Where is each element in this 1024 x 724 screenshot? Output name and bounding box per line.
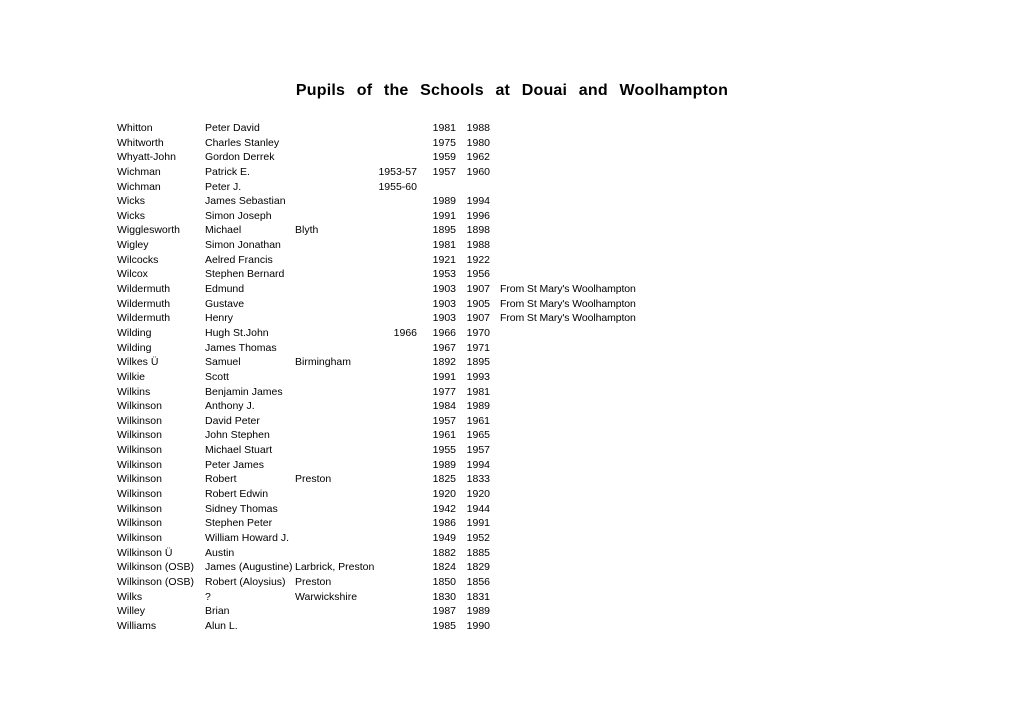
cell-surname: Wicks [117, 209, 145, 222]
cell-forenames: Simon Joseph [205, 209, 272, 222]
table-row [117, 458, 1007, 473]
table-row [117, 297, 1007, 312]
table-row [117, 385, 1007, 400]
cell-from: 1991 [432, 370, 456, 383]
cell-surname: Wilcocks [117, 253, 159, 266]
cell-forenames: Austin [205, 546, 235, 559]
cell-forenames: Anthony J. [205, 400, 255, 413]
cell-surname: Wilkinson [117, 531, 162, 544]
cell-forenames: Charles Stanley [205, 136, 280, 149]
cell-surname: Wilkinson (OSB) [117, 575, 195, 588]
cell-to: 1971 [466, 341, 490, 354]
cell-dates: 1953-57 [378, 165, 417, 178]
cell-forenames: Gustave [205, 297, 245, 310]
cell-surname: Wildermuth [117, 283, 171, 296]
cell-forenames: James (Augustine) [205, 561, 293, 574]
cell-from: 1986 [432, 517, 456, 530]
cell-note: From St Mary's Woolhampton [500, 297, 636, 310]
cell-from: 1903 [432, 283, 456, 296]
cell-surname: Wilkes Ü [117, 356, 159, 369]
cell-to: 1833 [466, 473, 490, 486]
cell-place: Birmingham [295, 356, 352, 369]
cell-note: From St Mary's Woolhampton [500, 312, 636, 325]
cell-from: 1824 [432, 561, 456, 574]
cell-from: 1903 [432, 312, 456, 325]
table-row [117, 546, 1007, 561]
cell-to: 1988 [466, 122, 490, 134]
cell-to: 1952 [466, 531, 490, 544]
cell-from: 1977 [432, 385, 456, 398]
cell-surname: Wilkinson Ü [117, 546, 173, 559]
table-row [117, 575, 1007, 590]
cell-surname: Wilkinson [117, 400, 162, 413]
table-row [117, 121, 1007, 136]
cell-to: 1905 [466, 297, 490, 310]
table-row [117, 165, 1007, 180]
cell-forenames: ? [205, 590, 211, 603]
cell-to: 1922 [466, 253, 490, 266]
cell-forenames: Simon Jonathan [205, 239, 281, 252]
cell-surname: Wilding [117, 341, 152, 354]
cell-to: 1920 [466, 488, 490, 501]
cell-to: 1980 [466, 136, 490, 149]
cell-surname: Wilkinson [117, 458, 162, 471]
cell-from: 1903 [432, 297, 456, 310]
cell-from: 1850 [432, 575, 456, 588]
table-row [117, 326, 1007, 341]
cell-from: 1825 [432, 473, 456, 486]
cell-surname: Wilkinson (OSB) [117, 561, 195, 574]
cell-to: 1981 [466, 385, 490, 398]
table-row [117, 311, 1007, 326]
cell-to: 1960 [466, 165, 490, 178]
cell-to: 1907 [466, 283, 490, 296]
cell-from: 1957 [432, 414, 456, 427]
cell-to: 1970 [466, 326, 490, 339]
cell-from: 1959 [432, 151, 456, 164]
cell-forenames: Gordon Derrek [205, 151, 275, 164]
cell-from: 1975 [432, 136, 456, 149]
cell-to: 1991 [466, 517, 490, 530]
cell-forenames: Samuel [205, 356, 241, 369]
cell-from: 1989 [432, 195, 456, 208]
cell-forenames: Aelred Francis [205, 253, 273, 266]
cell-from: 1953 [432, 268, 456, 281]
cell-surname: Wichman [117, 165, 161, 178]
cell-surname: Wilcox [117, 268, 148, 281]
table-row [117, 282, 1007, 297]
cell-note: From St Mary's Woolhampton [500, 283, 636, 296]
table-row [117, 516, 1007, 531]
cell-from: 1981 [432, 239, 456, 252]
table-row [117, 531, 1007, 546]
table-row [117, 180, 1007, 195]
cell-forenames: John Stephen [205, 429, 270, 442]
cell-forenames: Robert [205, 473, 237, 486]
cell-to: 1898 [466, 224, 490, 237]
cell-from: 1920 [432, 488, 456, 501]
cell-surname: Wilkinson [117, 473, 162, 486]
cell-to: 1990 [466, 619, 490, 632]
cell-to: 1988 [466, 239, 490, 252]
table-row [117, 590, 1007, 605]
cell-forenames: Robert Edwin [205, 488, 269, 501]
table-row [117, 341, 1007, 356]
cell-from: 1981 [432, 122, 456, 134]
cell-surname: Wilding [117, 326, 152, 339]
cell-surname: Willey [117, 605, 145, 618]
cell-from: 1895 [432, 224, 456, 237]
cell-forenames: William Howard J. [205, 531, 290, 544]
cell-dates: 1966 [393, 326, 417, 339]
cell-to: 1944 [466, 502, 490, 515]
cell-forenames: Peter J. [205, 180, 242, 193]
cell-to: 1989 [466, 605, 490, 618]
cell-surname: Wilkinson [117, 414, 162, 427]
table-row [117, 267, 1007, 282]
table-row [117, 472, 1007, 487]
cell-surname: Wilkinson [117, 502, 162, 515]
cell-forenames: Brian [205, 605, 230, 618]
cell-from: 1967 [432, 341, 456, 354]
cell-to: 1965 [466, 429, 490, 442]
cell-to: 1831 [466, 590, 490, 603]
cell-from: 1957 [432, 165, 456, 178]
cell-from: 1949 [432, 531, 456, 544]
cell-forenames: Alun L. [205, 619, 238, 632]
cell-from: 1966 [432, 326, 456, 339]
cell-forenames: Peter James [205, 458, 264, 471]
cell-surname: Williams [117, 619, 157, 632]
cell-from: 1921 [432, 253, 456, 266]
table-row [117, 194, 1007, 209]
cell-surname: Wilkinson [117, 517, 162, 530]
cell-forenames: David Peter [205, 414, 260, 427]
cell-to: 1895 [466, 356, 490, 369]
cell-from: 1892 [432, 356, 456, 369]
cell-from: 1985 [432, 619, 456, 632]
cell-forenames: Scott [205, 370, 229, 383]
cell-to: 1993 [466, 370, 490, 383]
cell-from: 1942 [432, 502, 456, 515]
cell-surname: Whitton [117, 122, 153, 134]
table-row [117, 370, 1007, 385]
table-row [117, 502, 1007, 517]
cell-forenames: Stephen Peter [205, 517, 273, 530]
cell-place: Blyth [295, 224, 319, 237]
cell-to: 1856 [466, 575, 490, 588]
table-row [117, 150, 1007, 165]
cell-to: 1962 [466, 151, 490, 164]
cell-place: Larbrick, Preston [295, 561, 375, 574]
table-row [117, 560, 1007, 575]
table-row [117, 414, 1007, 429]
cell-from: 1987 [432, 605, 456, 618]
table-row [117, 443, 1007, 458]
cell-surname: Wilks [117, 590, 143, 603]
table-row [117, 355, 1007, 370]
cell-forenames: James Sebastian [205, 195, 286, 208]
cell-to: 1989 [466, 400, 490, 413]
cell-surname: Wilkie [117, 370, 145, 383]
cell-surname: Whitworth [117, 136, 164, 149]
table-row [117, 253, 1007, 268]
cell-surname: Wilkins [117, 385, 151, 398]
table-row [117, 238, 1007, 253]
table-row [117, 619, 1007, 634]
table-row [117, 209, 1007, 224]
cell-from: 1955 [432, 444, 456, 457]
cell-from: 1991 [432, 209, 456, 222]
cell-to: 1907 [466, 312, 490, 325]
pupils-table [117, 121, 1007, 633]
cell-to: 1961 [466, 414, 490, 427]
cell-place: Preston [295, 575, 332, 588]
cell-forenames: Edmund [205, 283, 245, 296]
cell-forenames: Michael Stuart [205, 444, 273, 457]
cell-to: 1994 [466, 195, 490, 208]
cell-surname: Wilkinson [117, 444, 162, 457]
table-row [117, 428, 1007, 443]
cell-from: 1882 [432, 546, 456, 559]
cell-place: Warwickshire [295, 590, 358, 603]
cell-surname: Wildermuth [117, 297, 171, 310]
cell-forenames: Sidney Thomas [205, 502, 278, 515]
table-row [117, 604, 1007, 619]
cell-forenames: Hugh St.John [205, 326, 269, 339]
cell-forenames: Robert (Aloysius) [205, 575, 286, 588]
cell-from: 1989 [432, 458, 456, 471]
cell-surname: Wilkinson [117, 429, 162, 442]
cell-to: 1996 [466, 209, 490, 222]
table-row [117, 399, 1007, 414]
cell-from: 1830 [432, 590, 456, 603]
cell-forenames: James Thomas [205, 341, 277, 354]
cell-to: 1829 [466, 561, 490, 574]
cell-forenames: Stephen Bernard [205, 268, 285, 281]
cell-surname: Wigglesworth [117, 224, 181, 237]
table-row [117, 223, 1007, 238]
page-title: Pupils of the Schools at Douai and Woolhampton [295, 82, 729, 99]
table-row [117, 136, 1007, 151]
cell-forenames: Michael [205, 224, 242, 237]
cell-from: 1961 [432, 429, 456, 442]
cell-to: 1956 [466, 268, 490, 281]
cell-surname: Wicks [117, 195, 145, 208]
cell-to: 1957 [466, 444, 490, 457]
cell-forenames: Benjamin James [205, 385, 283, 398]
cell-surname: Wigley [117, 239, 149, 252]
cell-forenames: Patrick E. [205, 165, 250, 178]
cell-surname: Wichman [117, 180, 161, 193]
cell-from: 1984 [432, 400, 456, 413]
cell-surname: Wilkinson [117, 488, 162, 501]
cell-forenames: Henry [205, 312, 234, 325]
cell-surname: Wildermuth [117, 312, 171, 325]
cell-place: Preston [295, 473, 332, 486]
table-row [117, 487, 1007, 502]
cell-dates: 1955-60 [378, 180, 417, 193]
cell-surname: Whyatt-John [117, 151, 176, 164]
cell-to: 1885 [466, 546, 490, 559]
cell-to: 1994 [466, 458, 490, 471]
cell-forenames: Peter David [205, 122, 260, 134]
